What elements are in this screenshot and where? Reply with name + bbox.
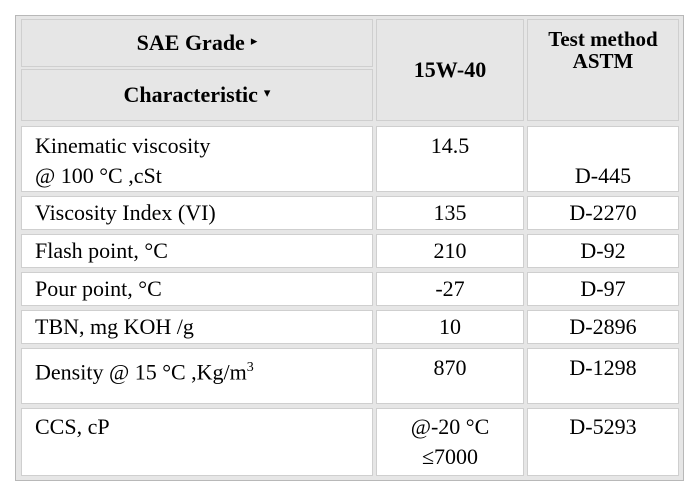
row-flash-point-method xyxy=(527,234,679,268)
row-kinematic-viscosity-method xyxy=(527,126,679,192)
row-tbn-method xyxy=(527,310,679,344)
char-line2: @ 100 °C ,cSt xyxy=(35,163,162,188)
characteristic-label: Characteristic xyxy=(123,82,258,107)
sae-grade-header xyxy=(21,19,373,67)
row-viscosity-index-method xyxy=(527,196,679,230)
sae-grade-label: SAE Grade xyxy=(136,30,245,55)
char-text: Viscosity Index (VI) xyxy=(35,200,216,225)
char-text: Density @ 15 °C ,Kg/m xyxy=(35,359,247,385)
value-line2: ≤7000 xyxy=(421,444,479,469)
row-kinematic-viscosity-char xyxy=(21,126,373,192)
value-text: 10 xyxy=(439,314,461,339)
row-flash-point-char xyxy=(21,234,373,268)
row-ccs-char xyxy=(21,408,373,476)
row-ccs-value xyxy=(376,408,524,476)
test-method-header xyxy=(527,19,679,121)
method-text: D-1298 xyxy=(569,355,637,380)
value-text: 14.5 xyxy=(430,133,470,158)
char-superscript: 3 xyxy=(246,360,254,375)
spec-table xyxy=(15,15,684,481)
grade-label: 15W-40 xyxy=(413,57,487,82)
row-viscosity-index-value xyxy=(376,196,524,230)
grade-header xyxy=(376,19,524,121)
row-flash-point-value xyxy=(376,234,524,268)
char-text: Flash point, °C xyxy=(35,238,168,263)
value-text: 135 xyxy=(433,200,467,225)
method-text: D-5293 xyxy=(569,414,637,439)
row-ccs-method xyxy=(527,408,679,476)
value-line1: @-20 °C xyxy=(410,414,490,439)
char-text: CCS, cP xyxy=(35,414,110,439)
arrow-right-icon: ▸ xyxy=(250,33,258,48)
row-pour-point-char xyxy=(21,272,373,306)
method-text: D-92 xyxy=(580,238,626,263)
char-text: Pour point, °C xyxy=(35,276,162,301)
method-text: D-2896 xyxy=(569,314,637,339)
row-pour-point-value xyxy=(376,272,524,306)
method-text: D-2270 xyxy=(569,200,637,225)
test-method-line1: Test method xyxy=(548,27,658,51)
value-text: -27 xyxy=(435,276,465,301)
row-kinematic-viscosity-value xyxy=(376,126,524,192)
row-tbn-value xyxy=(376,310,524,344)
value-text: 210 xyxy=(433,238,467,263)
row-density-char xyxy=(21,348,373,404)
method-text: D-97 xyxy=(580,276,626,301)
value-text: 870 xyxy=(433,355,467,380)
row-pour-point-method xyxy=(527,272,679,306)
row-density-method xyxy=(527,348,679,404)
characteristic-header xyxy=(21,69,373,121)
arrow-down-icon: ▾ xyxy=(263,85,271,100)
char-line1: Kinematic viscosity xyxy=(35,133,211,158)
method-text: D-445 xyxy=(574,163,632,188)
row-viscosity-index-char xyxy=(21,196,373,230)
test-method-line2: ASTM xyxy=(572,49,634,73)
row-density-value xyxy=(376,348,524,404)
row-tbn-char xyxy=(21,310,373,344)
char-text: TBN, mg KOH /g xyxy=(35,314,194,339)
